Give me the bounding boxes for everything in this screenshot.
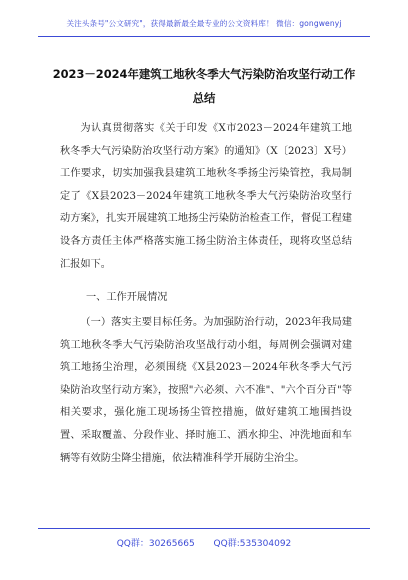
footer-divider [38, 528, 370, 529]
document-title-line1: 2023－2024年建筑工地秋冬季大气污染防治攻坚行动工作 [52, 67, 356, 81]
section-heading: 一、工作开展情况 [86, 292, 168, 303]
qq-group-1: QQ群：30265665 [116, 539, 195, 549]
intro-paragraph: 为认真贯彻落实《关于印发《X市2023－2024年建筑工地秋冬季大气污染防治攻坚行动方案》的通知》（X〔2023〕X号）工作要求，切实加强我县建筑工地秋冬季扬尘污染管控，我局制定了《X县2023－2024年建筑工地秋冬季大气污染防治攻坚行动方案》，扎实开展建筑工地扬尘污染防治检查工作，督促工程建设各方责任主体严格落实施工扬尘防治主体责任，现将攻坚总结汇报如下。 [60, 123, 352, 270]
header-promo-note: 关注头条号"公文研究"，获得最新最全最专业的公文资料库！ 微信：gongwenyj [66, 19, 342, 28]
document-title-line2: 总结 [192, 91, 216, 105]
body-paragraph: （一）落实主要目标任务。为加强防治行动，2023年我局建筑工地秋冬季大气污染防治攻坚战行动小组，每周例会强调对建筑工地扬尘治理，必须围绕《X县2023－2024年秋冬季大气污染防治攻坚行动方案》，按照"六必须、六不准"、"六个百分百"等相关要求，强化施工现场扬尘管控措施，做好建筑工地围挡设置、采取覆盖、分段作业、择时施工、洒水抑尘、冲洗地面和车辆等有效防尘降尘措施，依法精准科学开展防尘治尘。 [60, 317, 352, 464]
qq-group-2: QQ群:535304092 [213, 539, 292, 549]
header-divider [38, 36, 370, 37]
footer-contacts [0, 536, 408, 549]
